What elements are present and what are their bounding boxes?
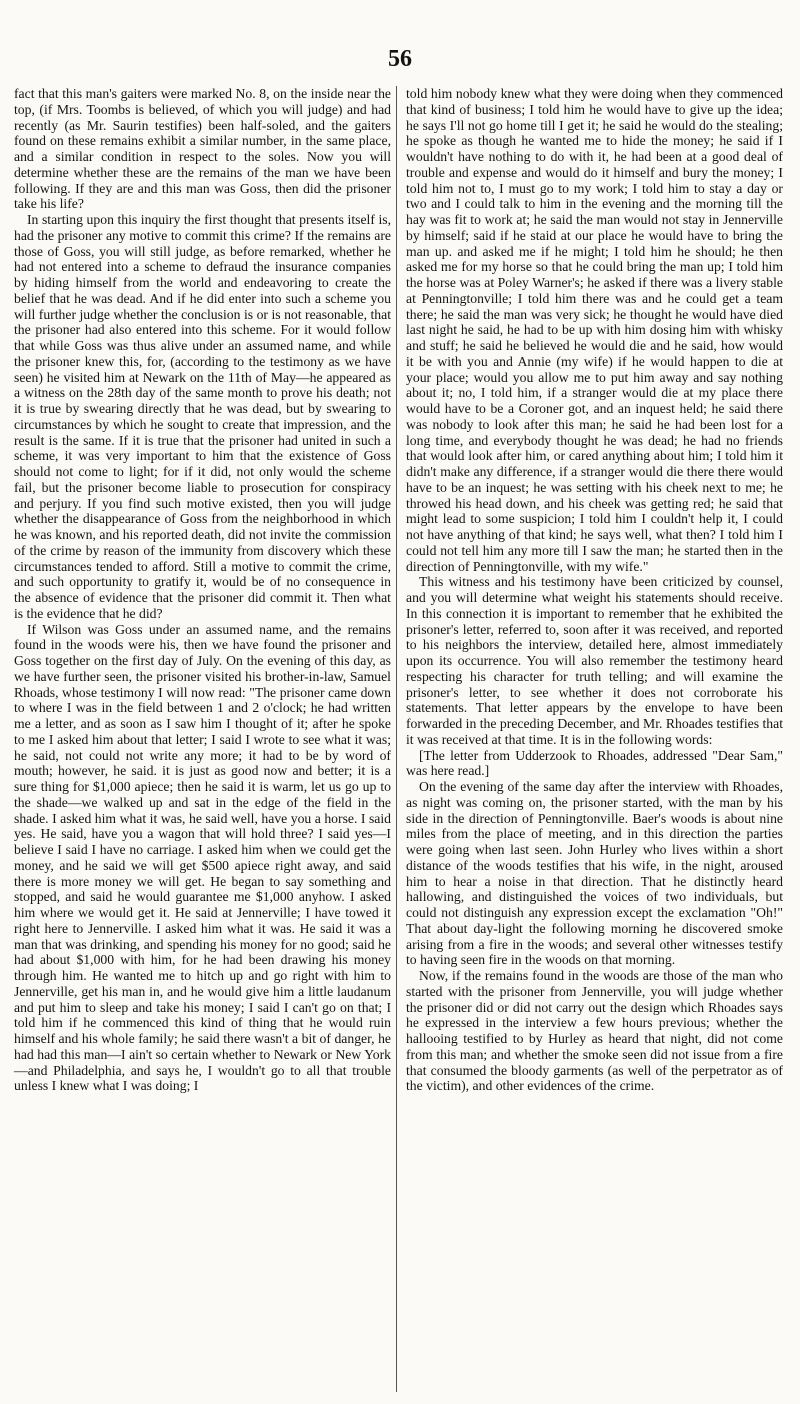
paragraph: In starting upon this inquiry the first thought that presents itself is, had the prisoner any motive to commit this crime? If the remains are those of Goss, you will still judge, as before remarked, whether he had not entered into a scheme to defraud the insurance companies by hiding himself from the world and endeavoring to create the belief that he was dead. And if he did enter into such a scheme you will further judge whether the conclusion is or is not reasonable, that the prisoner had also entered into this scheme. For it would follow that while Goss was thus alive under an assumed name, and while the prisoner knew this, for, (according to the testimony as we have seen) he visited him at Newark on the 11th of May—he appeared as a witness on the 28th day of the same month to prove his death; not it is true by swearing directly that he was dead, but by swearing to circumstances by which he sought to create that impression, and the result is the same. If it is true that the prisoner had united in such a scheme, it was very important to him that the existence of Goss should not come to light; for if it did, not only would the scheme fail, but the prisoner become liable to prosecution for conspiracy and perjury. If you find such motive existed, then you will judge whether the disappearance of Goss from the neighborhood in which he was known, and his reported death, did not invite the commission of the crime by reason of the immunity from discovery which these circumstances tended to afford. Still a motive to commit the crime, and such opportunity to gratify it, would be of no consequence in the absence of evidence that the prisoner did commit it. Then what is the evidence that he did? (14, 212, 391, 621)
paragraph: fact that this man's gaiters were marked No. 8, on the inside near the top, (if Mrs. Toombs is believed, of which you will judge) and had recently (as Mr. Saurin testifies) been half-soled, and the gaiters found on these remains exhibit a similar number, in the same place, and a similar condition in respect to the soles. Now you will determine whether these are the remains of the man we have been following. If they are and this man was Goss, then did the prisoner take his life? (14, 86, 391, 212)
page-number: 56 (388, 46, 412, 72)
column-divider (396, 86, 397, 1392)
paragraph: This witness and his testimony have been criticized by counsel, and you will determine what weight his statements should receive. In this connection it is important to remember that he exhibited the prisoner's letter, referred to, soon after it was received, and reported to his neighbors the interview, detailed here, almost immediately upon its occurrence. You will also remember the testimony heard respecting his character for truth telling; and will examine the prisoner's letter, to see whether it does not corroborate his statements. That letter appears by the envelope to have been forwarded in the preceding December, and Mr. Rhoades testifies that it was received at that time. It is in the following words: (406, 574, 783, 747)
paragraph: Now, if the remains found in the woods are those of the man who started with the prisoner from Jennerville, you will judge whether the prisoner did or did not carry out the design which Rhoades says he expressed in the interview a few hours previous; whether the hallooing testified to by Hurley as heard that night, did not come from this man; and whether the smoke seen did not issue from a fire that consumed the bloody garments (as well of the perpetrator as of the victim), and other evidences of the crime. (406, 968, 783, 1094)
right-text-column (406, 86, 783, 1094)
paragraph: On the evening of the same day after the interview with Rhoades, as night was coming on, the prisoner started, with the man by his side in the direction of Penningtonville. Baer's woods is about nine miles from the place of meeting, and in this direction the parties were going when last seen. John Hurley who lives within a short distance of the woods testifies that his wife, in the night, aroused him to hear a noise in that direction. That he distinctly heard hallowing, and distinguished the voices of two individuals, but could not distinguish any expression except the exclamation "Oh!" That about day-light the following morning he discovered smoke arising from a fire in the woods; and several other witnesses testify to having seen fire in the woods on that morning. (406, 779, 783, 968)
left-text-column (14, 86, 391, 1094)
paragraph: If Wilson was Goss under an assumed name, and the remains found in the woods were his, then we have found the prisoner and Goss together on the first day of July. On the evening of this day, as we have further seen, the prisoner visited his brother-in-law, Samuel Rhoads, whose testimony I will now read: "The prisoner came down to where I was in the field between 1 and 2 o'clock; he had written me a letter, and as soon as I saw him I thought of it; after he spoke to me I asked him about that letter; I said I wrote to see what it was; he said, not could not write any more; it had to be by word of mouth; however, he said. it is just as good now and better; it is a sure thing for $1,000 apiece; then he said it is warm, let us go up to the shade—we walked up and sat in the edge of the field in the shade. I asked him what it was, he said well, have you a horse. I said yes. He said, have you a wagon that will hold three? I said yes—I believe I said I have no carriage. I asked him when we could get the money, and he said we will get $500 apiece right away, and said there is more money we will get. He began to say something and stopped, and said he would guarantee me $1,000 anyhow. I asked him where we would get it. He said at Jennerville; I have towed it right here to Jennerville. I asked him what it was. He said it was a man that was drinking, and spending his money for no good; said he had about $1,000 with him, for he had been drawing his money through him. He wanted me to hitch up and go right with him to Jennerville, get his man in, and he would give him a little laudanum and put him to sleep and take his money; I said I can't go on that; I told him if he commenced this kind of thing that he would ruin himself and his whole family; he said there wasn't a bit of danger, he had had this man—I ain't so certain whether to Newark or New York—and Philadelphia, and says he, I wouldn't go to all that trouble unless I knew what I was doing; I (14, 621, 391, 1094)
paragraph: told him nobody knew what they were doing when they commenced that kind of business; I told him he would have to give up the idea; he says I'll not go home till I get it; he said he would do the stealing; he spoke as though he wanted me to hide the money; he said if I wouldn't have nothing to do with it, he had been at a good deal of trouble and expense and would do it himself and bury the money; I told him not to, I must go to my work; I told him to stay a day or two and I could talk to him in the evening and the morning till the hay was fit to work at; he said the man would not stay in Jennerville by himself; said if he staid at our place he would have to bring the man up. and asked me if he might; I told him he should; he then asked me for my horse so that he could bring the man up; I told him the horse was at Poley Warner's; he asked if there was a livery stable at Penningtonville; I told him there was and he could get a team there; he said the man was very sick; he thought he would have died last night he said, he had to be up with him dosing him with whisky and stuff; he said he believed he would die and he said, how would it be with you and Annie (my wife) if he would happen to die at your place; would you allow me to put him away and say nothing about it; no, I told him, if a stranger would die at my place there would have to be a Coroner got, and an inquest held; he said there was nobody to look after this man; he said he had been lost for a long time, and everybody thought he was dead; he had no friends that would look after him, or cared anything about him; I told him it didn't make any difference, if a stranger would die there there would have to be an inquest; he was setting with his cheek next to me; he throwed his head down, and his cheek was getting red; he said that might lead to some suspicion; I told him I couldn't help it, I could not have anything of that kind; he says well, what then? I told him I could not tell him any more till I saw the man; he started then in the direction of Penningtonville, with my wife." (406, 86, 783, 574)
paragraph: [The letter from Udderzook to Rhoades, addressed "Dear Sam," was here read.] (406, 747, 783, 779)
